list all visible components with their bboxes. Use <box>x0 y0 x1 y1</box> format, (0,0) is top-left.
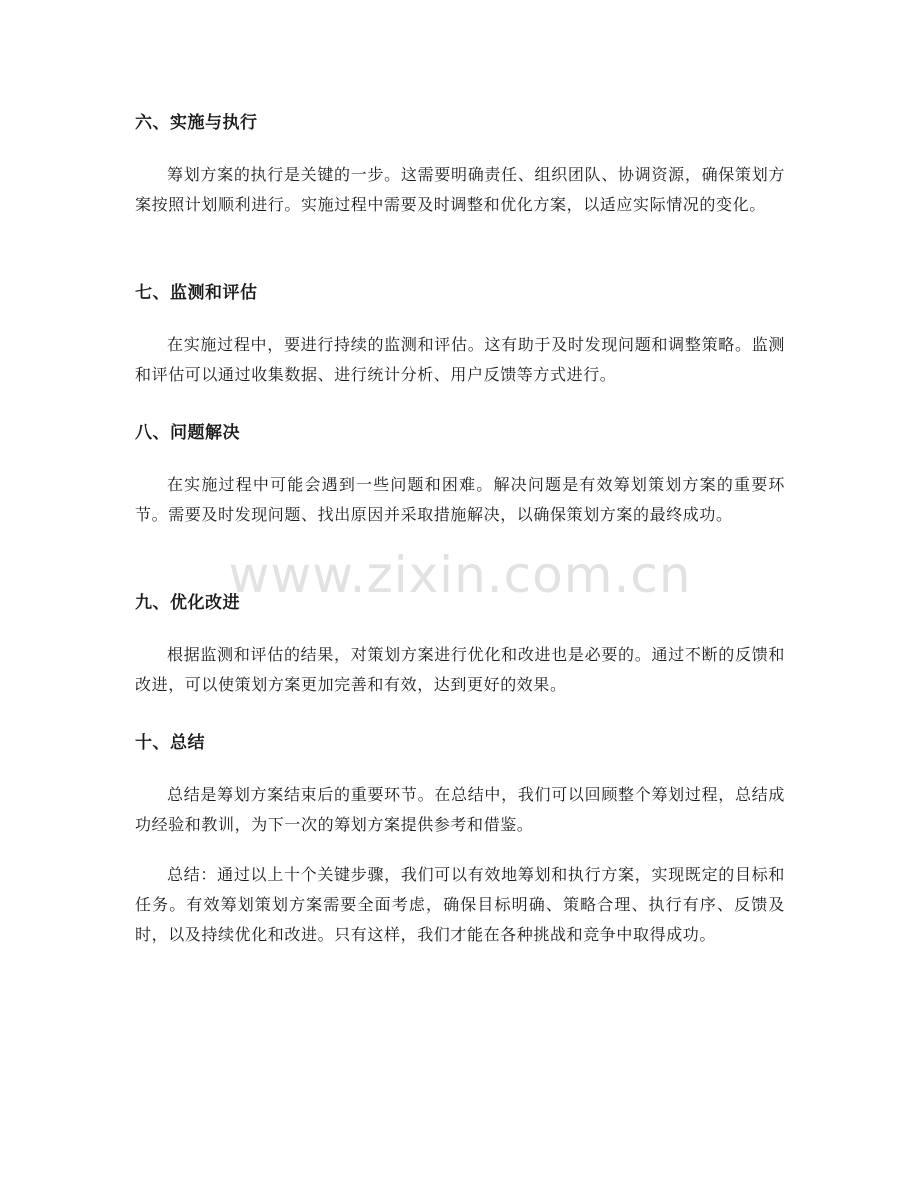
watermark: www.zixin.com.cn <box>228 546 692 604</box>
conclusion-paragraph: 总结：通过以上十个关键步骤，我们可以有效地筹划和执行方案，实现既定的目标和任务。有效筹划策划方案需要全面考虑，确保目标明确、策略合理、执行有序、反馈及时，以及持续优化和改进。只有这样，我们才能在各种挑战和竞争中取得成功。 <box>135 865 785 944</box>
section-paragraph: 根据监测和评估的结果，对策划方案进行优化和改进也是必要的。通过不断的反馈和改进，可以使策划方案更加完善和有效，达到更好的效果。 <box>135 645 785 694</box>
section-title: 九、优化改进 <box>135 593 240 613</box>
section-6 <box>135 106 785 220</box>
section-7 <box>135 276 785 390</box>
section-paragraph: 在实施过程中，要进行持续的监测和评估。这有助于及时发现问题和调整策略。监测和评估可以通过收集数据、进行统计分析、用户反馈等方式进行。 <box>135 335 785 384</box>
section-paragraph: 总结是筹划方案结束后的重要环节。在总结中，我们可以回顾整个筹划过程，总结成功经验和教训，为下一次的筹划方案提供参考和借鉴。 <box>135 785 785 834</box>
section-title: 七、监测和评估 <box>135 283 258 303</box>
section-8 <box>135 416 785 530</box>
section-paragraph: 在实施过程中可能会遇到一些问题和困难。解决问题是有效筹划策划方案的重要环节。需要及时发现问题、找出原因并采取措施解决，以确保策划方案的最终成功。 <box>135 475 785 524</box>
section-10 <box>135 726 785 950</box>
section-title: 十、总结 <box>135 733 205 753</box>
section-title: 八、问题解决 <box>135 423 240 443</box>
section-title: 六、实施与执行 <box>135 113 258 133</box>
section-paragraph: 筹划方案的执行是关键的一步。这需要明确责任、组织团队、协调资源，确保策划方案按照计划顺利进行。实施过程中需要及时调整和优化方案，以适应实际情况的变化。 <box>135 165 785 214</box>
